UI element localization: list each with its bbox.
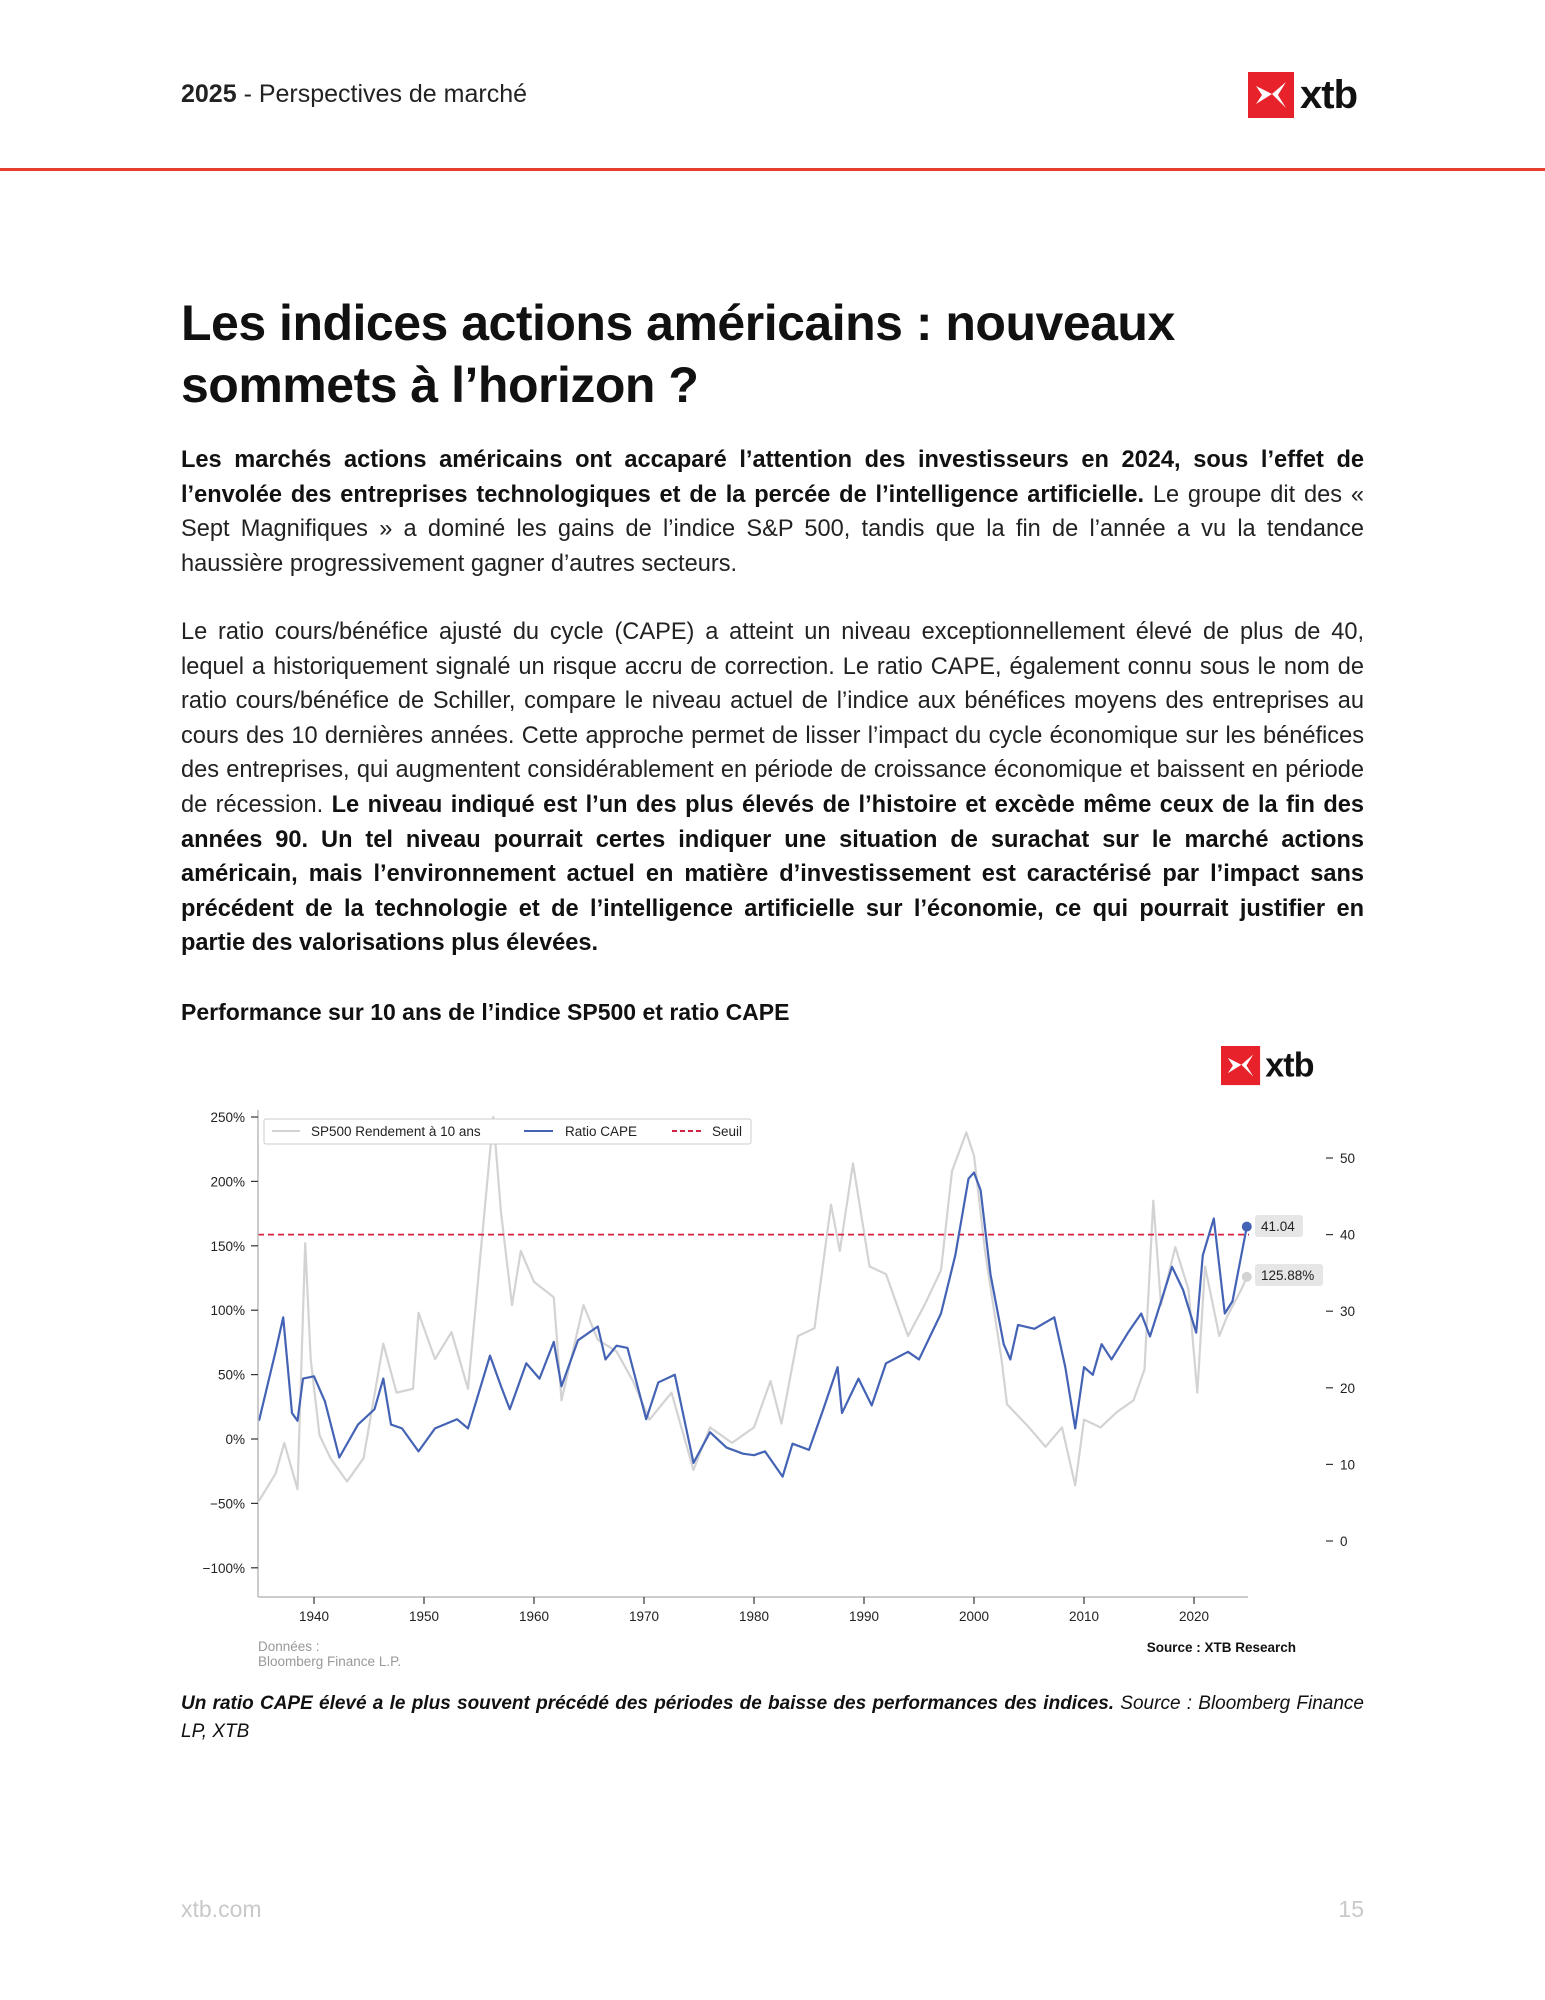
right-tick-label: 30 [1340,1304,1356,1320]
left-tick-label: 50% [217,1367,245,1383]
left-tick-label: 200% [210,1174,245,1190]
header-subtitle: - Perspectives de marché [236,80,528,108]
left-tick-label: −50% [210,1496,245,1512]
p1-bold: Les marchés actions américains ont accaparé l’attention des investisseurs en 2024, sous l’effet de l’envolée des entreprises technologiques et de la percée de l’intelligence artificielle. [181,447,1364,508]
left-tick-label: 250% [210,1110,245,1125]
p2-normal: Le ratio cours/bénéfice ajusté du cycle (CAPE) a atteint un niveau exceptionnellement élevé de plus de 40, lequel a historiquement signalé un risque accru de correction. Le ratio CAPE, également connu sous le nom de ratio cours/bénéfice de Schiller, compare le niveau actuel de l’indice aux bénéfices moyens des entreprises au cours des 10 dernières années. Cette approche permet de lisser l’impact du cycle économique sur les bénéfices des entreprises, qui augmentent considérablement en période de croissance économique et baissent en période de récession. [181,619,1364,818]
x-tick-label: 2010 [1068,1609,1100,1624]
sp500-line [259,1117,1247,1501]
x-tick-label: 2020 [1178,1609,1210,1624]
sp500-series [259,1117,1252,1501]
cape-last-label: 41.04 [1261,1219,1295,1234]
sp500-last-point [1242,1272,1252,1282]
right-tick-label: 20 [1340,1380,1356,1396]
value-annotations [1255,1215,1323,1286]
footer-site[interactable]: xtb.com [181,1896,262,1922]
x-tick-label: 1960 [518,1609,550,1624]
left-tick-label: −100% [202,1560,245,1576]
cape-line [259,1173,1247,1477]
x-tick-label: 1950 [408,1609,440,1624]
cape-series [258,1173,1252,1477]
chart-title: Performance sur 10 ans de l’indice SP500 et ratio CAPE [181,999,790,1025]
left-tick-label: 150% [210,1238,245,1254]
left-tick-label: 100% [210,1303,245,1319]
logo-text: xtb [1300,73,1357,117]
x-tick-label: 2000 [958,1609,990,1624]
chart-logo-text: xtb [1265,1046,1314,1085]
legend [264,1119,751,1144]
data-source-line1: Données : [258,1639,320,1654]
x-tick-label: 1970 [628,1609,660,1624]
legend-label-sp500: SP500 Rendement à 10 ans [311,1124,481,1139]
right-tick-label: 50 [1340,1151,1356,1166]
x-tick-label: 1940 [298,1609,330,1624]
left-tick-label: 0% [225,1432,245,1447]
chart-axes [203,1110,1355,1624]
page-title: Les indices actions américains : nouveaux sommets à l’horizon ? [181,295,1175,413]
cape-last-point [1242,1222,1252,1232]
right-tick-label: 0 [1340,1534,1348,1549]
header-year: 2025 [181,80,237,108]
legend-label-cape: Ratio CAPE [565,1124,638,1139]
right-tick-label: 10 [1340,1457,1356,1473]
chart-caption [181,1690,1364,1746]
p1-normal: Le groupe dit des « Sept Magnifiques » a dominé les gains de l’indice S&P 500, tandis que la fin de l’année a vu la tendance haussière progressivement gagner d’autres secteurs. [181,481,1364,577]
caption-bold: Un ratio CAPE élevé a le plus souvent précédé des périodes de baisse des performances des indices. [181,1693,1115,1714]
x-tick-label: 1980 [738,1609,770,1624]
x-tick-label: 1990 [848,1609,880,1624]
p2-bold: Le niveau indiqué est l’un des plus élevés de l’histoire et excède même ceux de la fin des années 90. Un tel niveau pourrait certes indiquer une situation de surachat sur le marché actions américain, mais l’environnement actuel en matière d’investissement est caractérisé par l’impact sans précédent de la technologie et de l’intelligence artificielle sur l’économie, ce qui pourrait justifier en partie des valorisations plus élevées. [181,791,1364,957]
chart-source: Source : XTB Research [1146,1640,1296,1655]
sp500-last-label: 125.88% [1261,1268,1315,1283]
right-tick-label: 40 [1340,1227,1356,1243]
caption-normal: Source : Bloomberg Finance LP, XTB [181,1693,1364,1742]
page-number: 15 [1338,1896,1364,1922]
legend-label-seuil: Seuil [712,1124,743,1139]
data-source-line2: Bloomberg Finance L.P. [258,1654,402,1669]
